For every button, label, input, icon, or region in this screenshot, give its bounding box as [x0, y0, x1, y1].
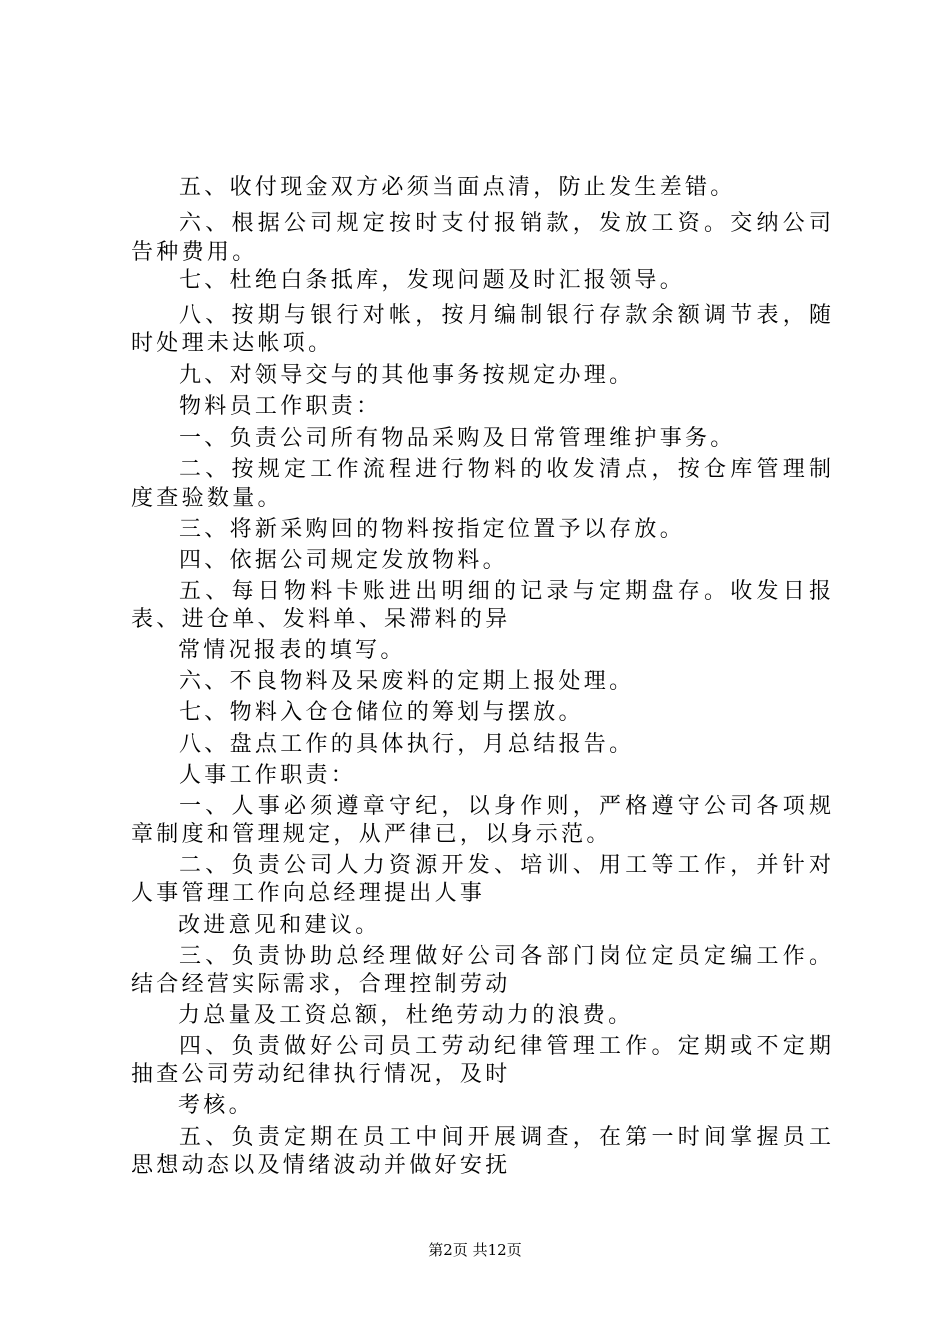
text-line: 六、根据公司规定按时支付报销款，发放工资。交纳公司: [179, 211, 831, 236]
text-line: 抽查公司劳动纪律执行情况，及时: [131, 1062, 511, 1087]
text-line: 二、负责公司人力资源开发、培训、用工等工作，并针对: [179, 853, 831, 878]
text-line: 表、进仓单、发料单、呆滞料的异: [131, 607, 511, 632]
text-line: 章制度和管理规定，从严律已，以身示范。: [131, 822, 612, 847]
text-line: 九、对领导交与的其他事务按规定办理。: [179, 363, 635, 388]
text-line: 五、收付现金双方必须当面点清，防止发生差错。: [179, 175, 736, 200]
text-line: 力总量及工资总额，杜绝劳动力的浪费。: [178, 1003, 634, 1028]
text-line: 七、杜绝白条抵库，发现问题及时汇报领导。: [179, 268, 686, 293]
text-line: 告种费用。: [131, 240, 258, 265]
text-line: 五、每日物料卡账进出明细的记录与定期盘存。收发日报: [179, 579, 831, 604]
text-line: 四、负责做好公司员工劳动纪律管理工作。定期或不定期: [179, 1034, 831, 1059]
text-line: 七、物料入仓仓储位的筹划与摆放。: [179, 700, 584, 725]
page-number-footer: 第2页 共12页: [428, 1241, 522, 1259]
text-line: 八、按期与银行对帐，按月编制银行存款余额调节表，随: [179, 303, 831, 328]
text-line: 时处理未达帐项。: [131, 331, 334, 356]
text-line: 度查验数量。: [131, 486, 283, 511]
text-line: 五、负责定期在员工中间开展调查，在第一时间掌握员工: [179, 1125, 831, 1150]
section-heading: 物料员工作职责：: [179, 394, 382, 419]
text-line: 六、不良物料及呆废料的定期上报处理。: [179, 669, 635, 694]
text-line: 三、将新采购回的物料按指定位置予以存放。: [179, 517, 686, 542]
text-line: 人事管理工作向总经理提出人事: [131, 881, 486, 906]
text-line: 八、盘点工作的具体执行，月总结报告。: [179, 732, 635, 757]
text-line: 常情况报表的填写。: [178, 638, 406, 663]
text-line: 二、按规定工作流程进行物料的收发清点，按仓库管理制: [179, 457, 831, 482]
text-line: 考核。: [178, 1093, 254, 1118]
section-heading: 人事工作职责：: [179, 763, 357, 788]
text-line: 一、人事必须遵章守纪，以身作则，严格遵守公司各项规: [179, 794, 831, 819]
text-line: 一、负责公司所有物品采购及日常管理维护事务。: [179, 426, 736, 451]
text-line: 四、依据公司规定发放物料。: [179, 548, 508, 573]
text-line: 结合经营实际需求，合理控制劳动: [131, 972, 511, 997]
text-line: 三、负责协助总经理做好公司各部门岗位定员定编工作。: [179, 944, 831, 969]
text-line: 思想动态以及情绪波动并做好安抚: [131, 1153, 511, 1178]
text-line: 改进意见和建议。: [178, 913, 381, 938]
